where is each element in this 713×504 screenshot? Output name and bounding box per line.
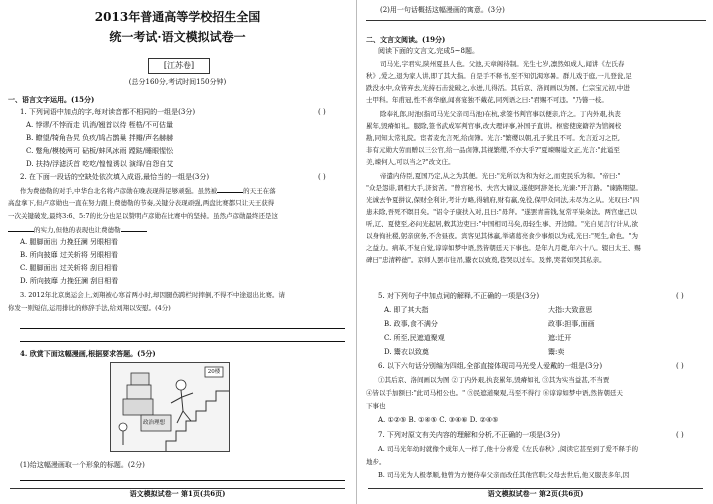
passage-p1-l2: 秋》,爱之,退为家人讲,即了其大指。自是手不释书,至不知饥渴寒暑。群儿戏于庭,一儿登瓮,足 <box>366 72 632 80</box>
q4-stem: 4. 欣赏下面这幅漫画,根据要求答题。(5分) <box>20 349 156 358</box>
q6-items-line1: ①其后京、洛间画以为图 ②丁内外艰,执丧累年,毁瘠如礼 ③其为实当益甚,不当贾 <box>378 376 610 384</box>
left-page <box>0 0 355 504</box>
right-page <box>358 0 713 504</box>
q2-blank-1 <box>217 186 243 193</box>
q2-passage-text-c: 的实力,但他的表现也让费德勒 <box>34 226 121 234</box>
q5-option-b-text: B. 政事,食不满分 <box>384 320 438 328</box>
q2-blank-2 <box>8 225 34 232</box>
q2-option-a: A. 腿脚面出 力挽狂澜 另眼相看 <box>20 238 118 246</box>
q7-stem: 7. 下列对原文有关内容的理解和分析,不正确的一项是(3分) <box>378 431 561 439</box>
q6-items-line3: 下事也 <box>366 402 386 410</box>
q2-passage-line4 <box>8 225 147 235</box>
q5-option-d-text: D. 鬻衣以致奠 <box>384 348 429 356</box>
q7-option-a-line2: 地步。 <box>366 458 386 466</box>
q6-answer-paren: ( ) <box>676 362 684 370</box>
q6-items-line2: ④皆以手加额曰:"此司马相公也。" ⑤民遮道聚观,马至不得行 ⑥谆谆如梦中语,然皆朝廷天 <box>366 389 623 397</box>
passage-p1-l1: 司马光,字君实,陕州夏县人也。父池,天章阁待制。光生七岁,凛然如成人,闻讲《左氏春 <box>380 60 625 68</box>
q1-option-c: C. 蹩角/模棱两可 砧板/蚌风冰雨 蹚跶/睡眼惺忪 <box>26 147 174 155</box>
q1-option-b: B. 瞭望/犄角旮旯 负疚/鸠占鹊巢 拌瓣/声名赫赫 <box>26 134 174 142</box>
passage-p3-l5: 听,辽、夏使至,必问光起居,敕其边吏曰:"中国相司马矣,毋轻生事、开边隙。"光自见言行计从,欲 <box>366 220 639 228</box>
passage-p1-l3: 跌没水中,众皆弃去,光持石击瓮破之,水迸,儿得活。其后京、洛间画以为图。仁宗宝元初,中进 <box>366 84 630 92</box>
answer-line <box>20 341 345 342</box>
passage-p1-l4: 士甲科。年甫冠,性不喜华靡,闻喜宴独不戴花,同列语之曰:"君赐不可违。"乃簪一枝。 <box>366 96 608 104</box>
q7-answer-paren: ( ) <box>676 431 684 439</box>
q5-option-b-gloss: 政事:担事,面画 <box>548 320 595 328</box>
passage-p3-l4: 患未除,吾死不瞑目矣。"诏令子康扶入对,且曰:"毋拜。"遂罢青苗钱,复常平粜籴法。两宫虚己以 <box>366 208 637 216</box>
q2-option-b: B. 所向披靡 过关斩将 另眼相看 <box>20 251 119 259</box>
top-answer-line <box>366 20 706 21</box>
passage-p2-l4: 非有元勋大劳而赠以三公官,给一品卤簿,其视繁缨,不亦大乎?"夏竦赐谥文正,光言:"此谥至 <box>366 146 620 154</box>
passage-p3-l1: 帝遣内侍臣,夏国乃定,从之为其便。光曰:"光所以为和为好之,而吏民乐为和。"帝曰:" <box>380 172 621 180</box>
q1-answer-paren: ( ) <box>318 108 326 116</box>
q2-passage-line3: 一次关键破发,最终3:6、5:7的比分也足以赞明卢彦勋在比赛中的坚持。虽然卢彦勋最终还是这 <box>8 212 278 220</box>
q5-answer-paren: ( ) <box>676 292 684 300</box>
passage-p3-l3: 光诚去争夏拼议,保财全利计,考计方略,得辅府,财有赢,免役,保甲众同法,未尽为之从。光叹曰:"四 <box>366 196 640 204</box>
exam-title-line1: 2013年普通高等学校招生全国 <box>94 10 261 24</box>
page-footer: 语文模拟试卷一 第1页(共6页) <box>129 489 226 498</box>
passage-p2-l5: 美,竦何人,可以当之?"改文庄。 <box>366 158 455 166</box>
cartoon-image <box>110 362 230 452</box>
q4-sub2: (2)用一句话概括这幅漫画的寓意。(3分) <box>380 6 505 14</box>
q6-stem: 6. 以下六句话分别编为四组,全部直接体现司马光受人爱戴的一组是(3分) <box>378 362 603 370</box>
q5-option-c-gloss: 遮:迁开 <box>548 334 572 342</box>
q5-option-c-text: C. 所至,民遮道聚观 <box>384 334 445 342</box>
section2-intro: 阅读下面的文言文,完成5~8题。 <box>378 47 479 55</box>
q2-option-d: D. 所向披靡 力挽狂澜 刮目相看 <box>20 277 119 285</box>
q5-option-a-text: A. 即了其大指 <box>384 306 429 314</box>
q2-passage-text-a: 作为费德勒的对手,中华台北名将卢彦勋在晚表现得足够顽强。虽然被 <box>20 187 218 195</box>
q2-passage-text-b: 的天王在落 <box>243 187 276 195</box>
q2-blank-3 <box>121 225 147 232</box>
section1-heading: 一、语言文字运用。(15分) <box>8 95 95 104</box>
section2-heading: 二、文言文阅读。(19分) <box>366 35 446 44</box>
q2-answer-paren: ( ) <box>318 173 326 181</box>
cartoon-drawing <box>111 363 229 451</box>
q5-option-a-gloss: 大指:大致意思 <box>548 306 593 314</box>
q3-stem-line2: 你发一则短信,运用排比的修辞手法,给刘翔以安慰。(4分) <box>8 304 171 312</box>
q2-stem: 2. 在下面一段话的空缺处依次填入成语,最恰当的一组是(3分) <box>20 173 210 181</box>
q5-stem: 5. 对下列句子中加点词的解释,不正确的一项是(3分) <box>378 292 540 300</box>
q7-option-a-line1: A. 司马光年幼时就像个成年人一样了,他十分喜爱《左氏春秋》,阅读它甚至到了爱不释手的 <box>378 445 638 453</box>
passage-p2-l2: 累年,毁瘠如礼。服除,签书武成军判官事,改大理评事,补国子直讲。枢密使庞籍荐为馆阁校 <box>366 122 622 130</box>
region-badge: [江苏卷] <box>148 58 210 74</box>
answer-line <box>20 480 345 481</box>
passage-p3-l2: "众是怨诽,谓相大手,济贫苦。"曾宫秘书、夫宫大谏议,遂使阿辞尧长,光谏:"开言路。"谏路期望。 <box>366 184 642 192</box>
passage-p2-l3: 勘,同知太常礼院。宦者麦允言死,给卤簿。光言:"繁缨以朝,孔子犹且不可。允言近习之臣, <box>366 134 620 142</box>
q5-option-d-gloss: 鬻:卖 <box>548 348 565 356</box>
exam-title-line2: 统一考试·语文模拟试卷一 <box>109 30 246 44</box>
q7-option-b: B. 司马光为人极孝顺,他曾为方便侍奉父亲而改任其他官职;父母去世后,他又服丧多年,因 <box>378 471 630 479</box>
q1-option-d: D. 扶持/浮滤沃首 吃吃/惶惶诱以 演绎/自怨自艾 <box>26 160 174 168</box>
cartoon-box-label: 政治理想 <box>143 420 166 426</box>
passage-p2-l1: 除奉礼郎,时池(指司马光父亲司马池)在杭,求签书判官事以便亲,许之。丁内外艰,执丧 <box>380 110 621 118</box>
q2-option-c: C. 腿脚面出 过关斩将 刮目相看 <box>20 264 119 272</box>
answer-line <box>20 328 345 329</box>
q1-stem: 1. 下列词语中加点的字,每对读音都不相同的一组是(3分) <box>20 108 196 116</box>
q6-options: A. ①②⑤ B. ①④⑤ C. ③④⑥ D. ②④⑤ <box>378 416 499 424</box>
q1-option-a: A. 悖谬/不悖而走 讥消/翘首以待 桎梏/不可估量 <box>26 121 174 129</box>
q4-sub1: (1)给这幅漫画取一个形象的标题。(2分) <box>20 461 145 469</box>
scoring-note: (总分160分,考试时间150分钟) <box>128 78 227 86</box>
q3-stem-line1: 3. 2012年北京奥运会上,刘翔被心寒首两小时,却因腿伤跨栏时摔倒,不得不中途退出比赛。请 <box>20 291 286 299</box>
passage-p3-l7: 之益力。病革,不复自觉,谆谆如梦中语,然皆朝廷天下事也。是年九月薨,年六十八。辍日太王、赐 <box>366 244 641 252</box>
passage-p3-l6: 以身徇社稷,躬亲庶务,不舍昼夜。宾客见其体羸,举诸葛亮食少事烦以为戒,光曰:"死生,命也。"为 <box>366 232 639 240</box>
cartoon-floor-sign: 20楼 <box>207 369 221 375</box>
page-footer: 语文模拟试卷一 第2页(共6页) <box>487 489 584 498</box>
q2-passage-line1 <box>20 186 276 196</box>
page-divider <box>356 0 357 504</box>
q2-passage-line2: 高盘拿下,但卢彦勋也一直在努力跟上费德勒的节奏,关键分表现顽强,两盘比赛都只让天王获得 <box>8 199 275 207</box>
passage-p3-l8: 碑曰"忠清粹德"。京师人罢市往吊,鬻衣以致奠,巷哭以过车。及葬,哭者如哭其私亲。 <box>366 256 606 264</box>
